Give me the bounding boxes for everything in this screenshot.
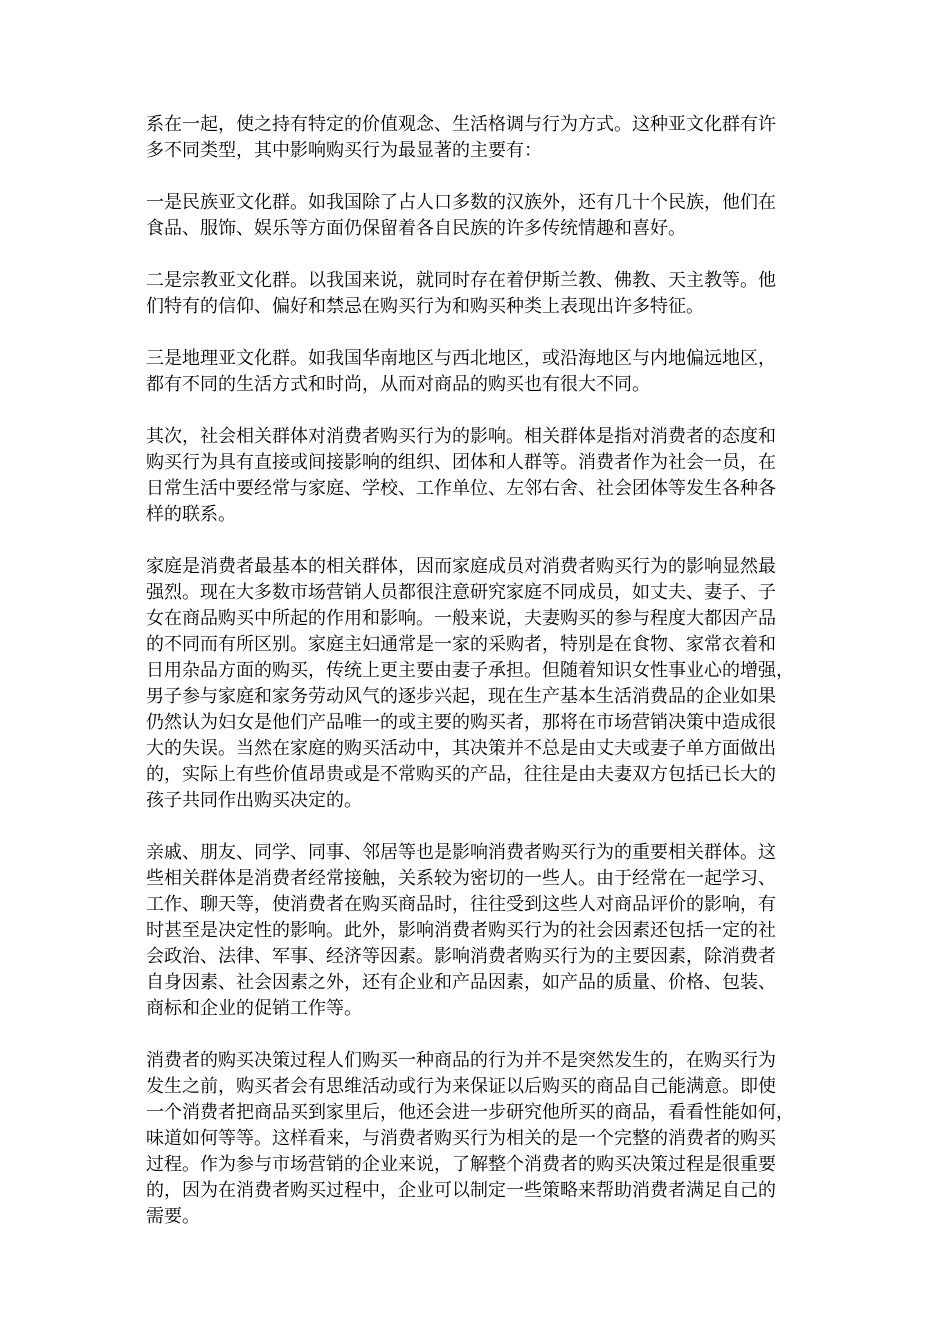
paragraph-decision-process: 消费者的购买决策过程人们购买一种商品的行为并不是突然发生的，在购买行为 发生之前，购买者会有思维活动或行为来保证以后购买的商品自己能满意。即使 一个消费者把商品买到家里后，他还会进一步研究他所买的商品，看看性能如何， 味道如何等等。这样看来，与消费者购买行为相关的是一个完整的消费者的购买 过程。作为参与市场营销的企业来说，了解整个消费者的购买决策过程是很重要 的，因为在消费者购买过程中，企业可以制定一些策略来帮助消费者满足自己的 需要。 bbox=[146, 1050, 794, 1227]
paragraph-family: 家庭是消费者最基本的相关群体，因而家庭成员对消费者购买行为的影响显然最 强烈。现在大多数市场营销人员都很注意研究家庭不同成员，如丈夫、妻子、子 女在商品购买中所起的作用和影响。一般来说，夫妻购买的参与程度大都因产品 的不同而有所区别。家庭主妇通常是一家的采购者，特别是在食物、家常衣着和 日用杂品方面的购买，传统上更主要由妻子承担。但随着知识女性事业心的增强， 男子参与家庭和家务劳动风气的逐步兴起，现在生产基本生活消费品的企业如果 仍然认为妇女是他们产品唯一的或主要的购买者，那将在市场营销决策中造成很 大的失误。当然在家庭的购买活动中，其决策并不总是由丈夫或妻子单方面做出 的，实际上有些价值昂贵或是不常购买的产品，往往是由夫妻双方包括已长大的 孩子共同作出购买决定的。 bbox=[146, 556, 794, 811]
paragraph-subculture-intro: 系在一起，使之持有特定的价值观念、生活格调与行为方式。这种亚文化群有许 多不同类型，其中影响购买行为最显著的主要有： bbox=[146, 114, 776, 161]
paragraph-reference-groups: 其次，社会相关群体对消费者购买行为的影响。相关群体是指对消费者的态度和 购买行为具有直接或间接影响的组织、团体和人群等。消费者作为社会一员，在 日常生活中要经常与家庭、学校、工作单位、左邻右舍、社会团体等发生各种各 样的联系。 bbox=[146, 426, 776, 525]
document-body bbox=[146, 112, 810, 1256]
paragraph-relatives-friends: 亲戚、朋友、同学、同事、邻居等也是影响消费者购买行为的重要相关群体。这 些相关群体是消费者经常接触，关系较为密切的一些人。由于经常在一起学习、 工作、聊天等，使消费者在购买商品时，往往受到这些人对商品评价的影响，有 时甚至是决定性的影响。此外，影响消费者购买行为的社会因素还包括一定的社 会政治、法律、军事、经济等因素。影响消费者购买行为的主要因素，除消费者 自身因素、社会因素之外，还有企业和产品因素，如产品的质量、价格、包装、 商标和企业的促销工作等。 bbox=[146, 842, 776, 1019]
paragraph-geographic-subculture: 三是地理亚文化群。如我国华南地区与西北地区，或沿海地区与内地偏远地区， 都有不同的生活方式和时尚，从而对商品的购买也有很大不同。 bbox=[146, 348, 776, 395]
paragraph-religious-subculture: 二是宗教亚文化群。以我国来说，就同时存在着伊斯兰教、佛教、天主教等。他 们特有的信仰、偏好和禁忌在购买行为和购买种类上表现出许多特征。 bbox=[146, 270, 776, 317]
paragraph-ethnic-subculture: 一是民族亚文化群。如我国除了占人口多数的汉族外，还有几十个民族，他们在 食品、服饰、娱乐等方面仍保留着各自民族的许多传统情趣和喜好。 bbox=[146, 192, 776, 239]
